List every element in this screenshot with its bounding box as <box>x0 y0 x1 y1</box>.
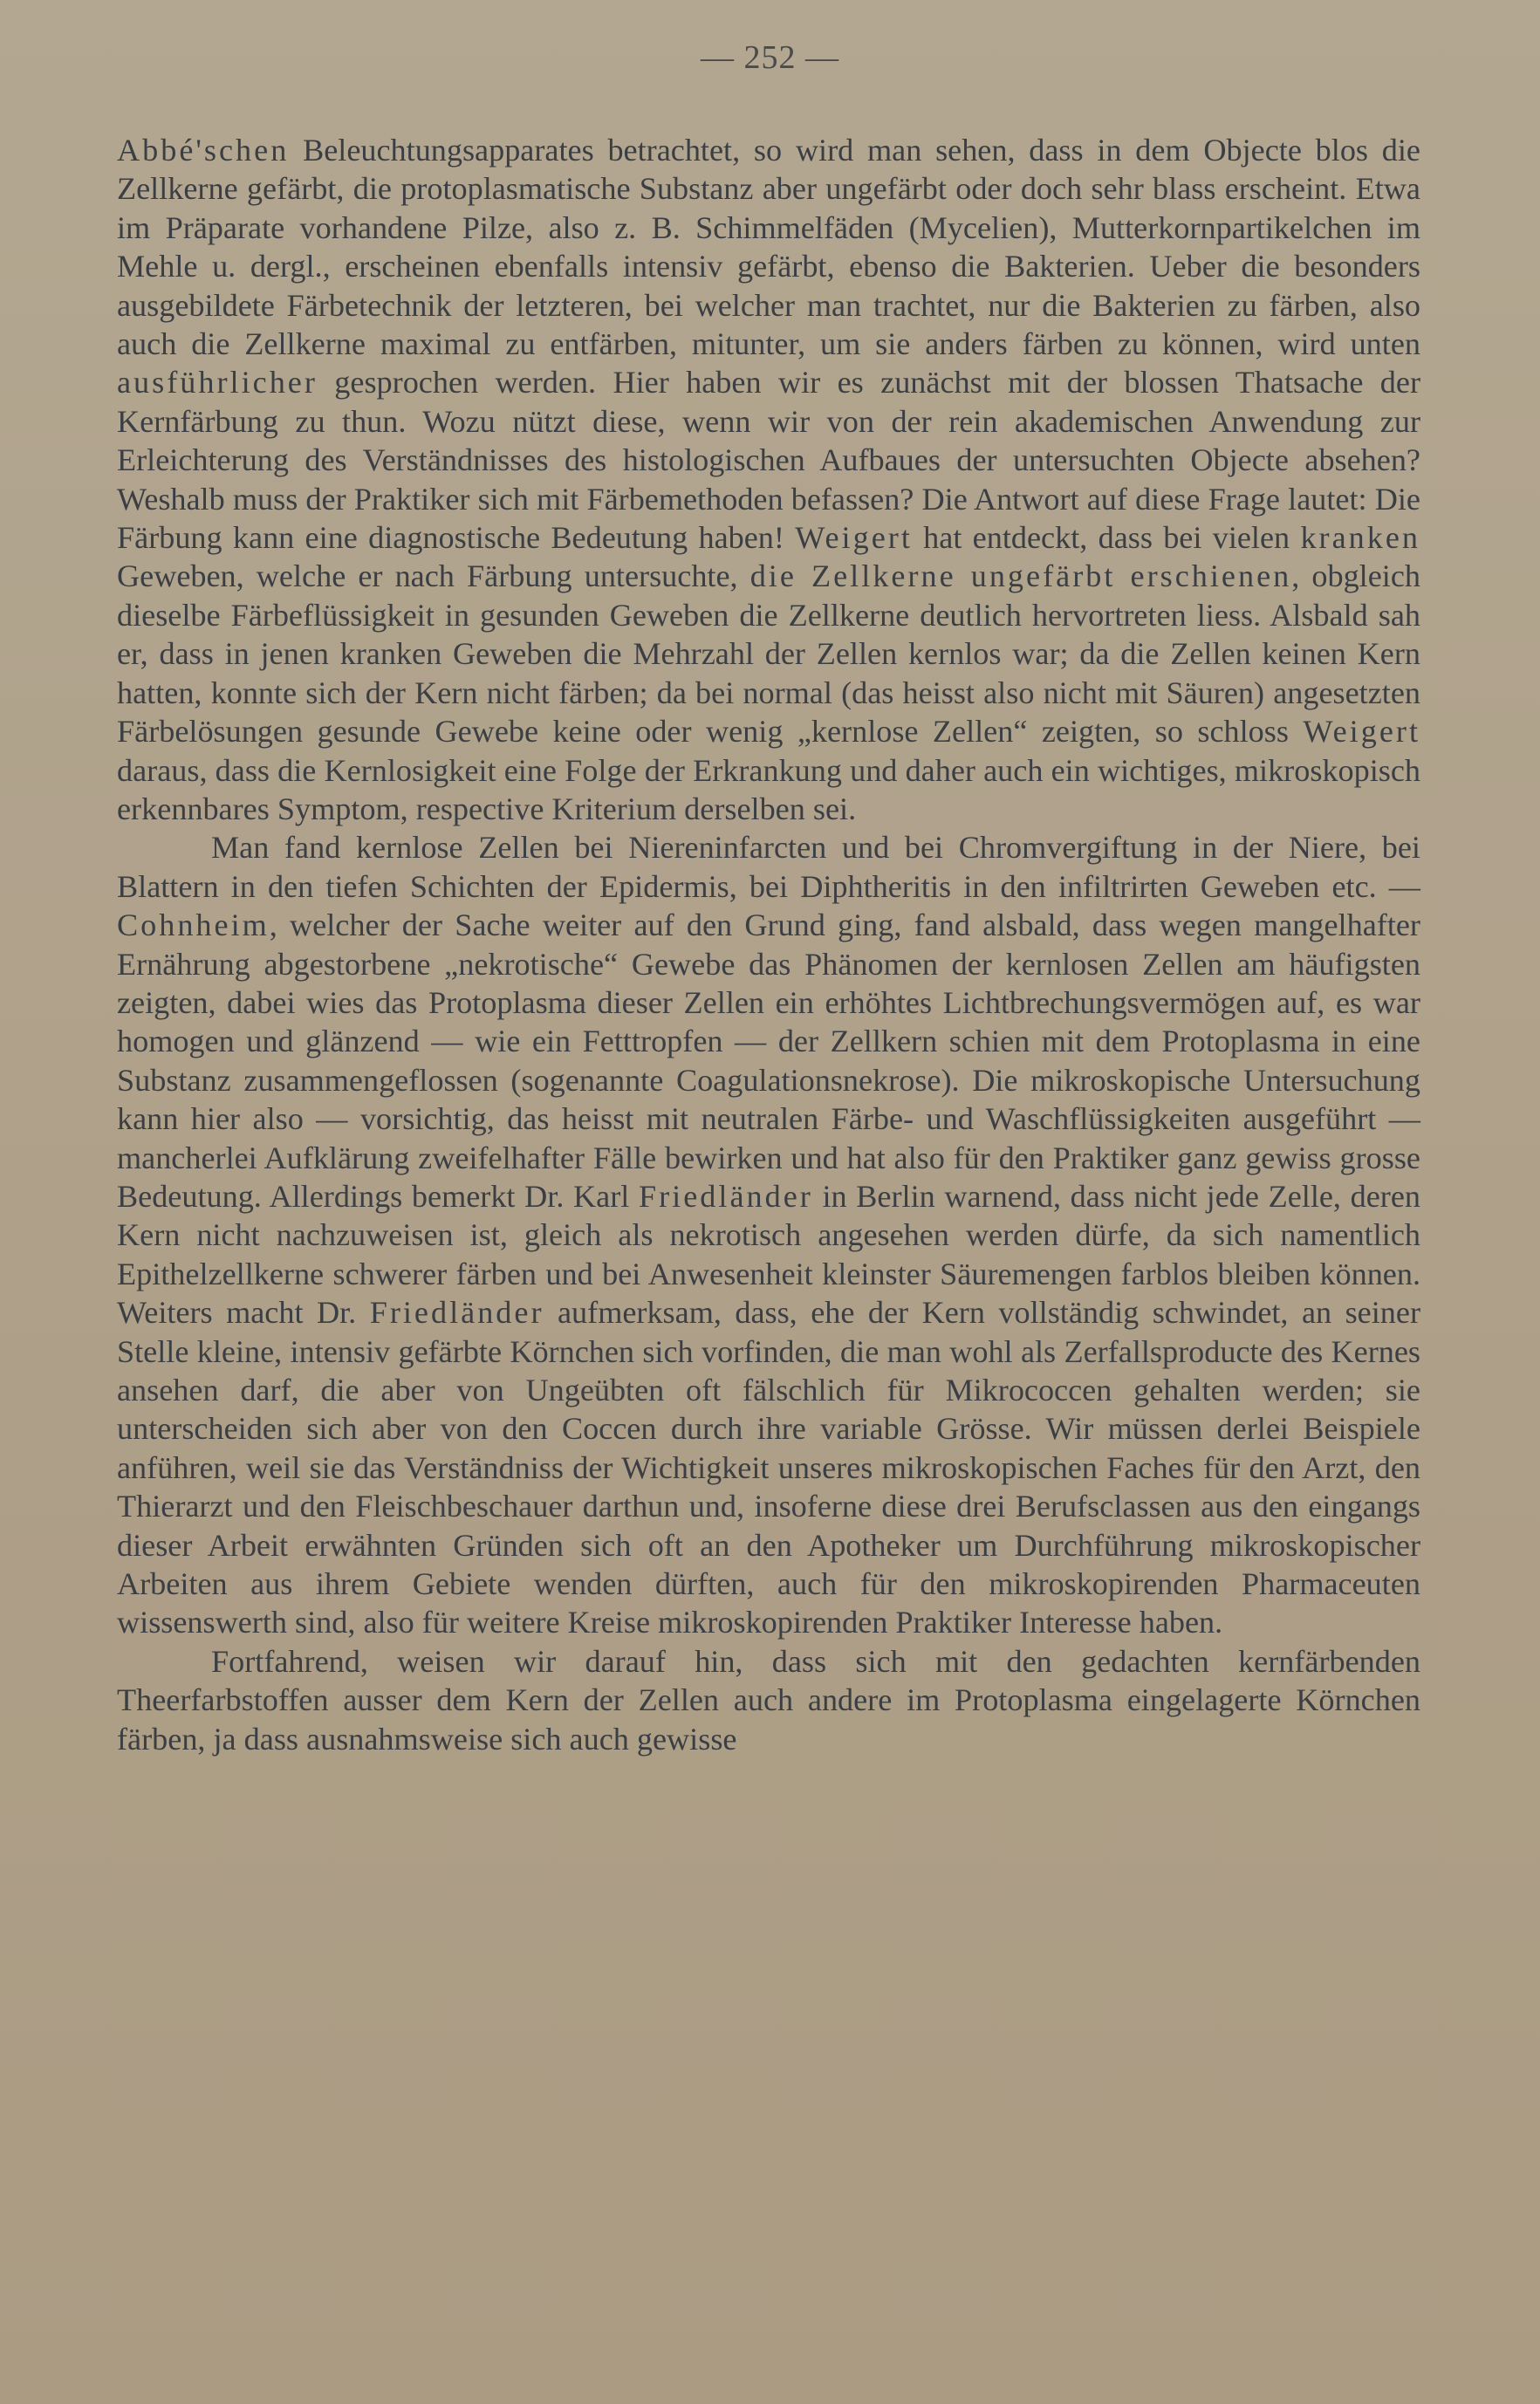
text-run: hat entdeckt, dass bei vielen <box>912 520 1301 556</box>
text-run: Fortfahrend, weisen wir darauf hin, dass sich mit den gedachten kernfärbenden Theerfarbstoffen ausser dem Kern der Zellen auch andere im Protoplasma eingelagerte Körnchen färben, ja dass ausnahmsweise sich auch gewisse <box>117 1643 1420 1757</box>
emphasis-text: kranken <box>1300 520 1420 556</box>
emphasis-text: Weigert <box>795 520 913 556</box>
text-run: Man fand kernlose Zellen bei Niereninfarcten und bei Chromvergiftung in der Niere, bei Blattern in den tiefen Schichten der Epidermis, bei Diphtheritis in den infiltrirten Geweben etc. — <box>117 830 1420 904</box>
paragraph-2 <box>117 828 1420 1642</box>
text-run: gesprochen werden. Hier haben wir es zunächst mit der blossen Thatsache der Kernfärbung zu thun. Wozu nützt diese, wenn wir von der rein akademischen Anwendung zur Erleichterung des Verständnisses des histologischen Aufbaues der untersuchten Objecte absehen? Weshalb muss der Praktiker sich mit Färbemethoden befassen? Die Antwort auf diese Frage lautet: Die Färbung kann eine diagnostische Bedeutung haben! <box>117 365 1420 556</box>
emphasis-text: Weigert <box>1303 714 1420 750</box>
text-run: Geweben, welche er nach Färbung untersuchte, <box>117 558 750 594</box>
body-text <box>117 131 1420 1758</box>
text-run: Beleuchtungsapparates betrachtet, so wird man sehen, dass in dem Objecte blos die Zellkerne gefärbt, die protoplasmatische Substanz aber ungefärbt oder doch sehr blass erscheint. Etwa im Präparate vorhandene Pilze, also z. B. Schimmelfäden (Mycelien), Mutterkornpartikelchen im Mehle u. dergl., erscheinen ebenfalls intensiv gefärbt, ebenso die Bakterien. Ueber die besonders ausgebildete Färbetechnik der letzteren, bei welcher man trachtet, nur die Bakterien zu färben, also auch die Zellkerne maximal zu entfärben, mitunter, um sie anders färben zu können, wird unten <box>117 133 1420 362</box>
text-run: , welcher der Sache weiter auf den Grund ging, fand alsbald, dass wegen mangelhafter Ernährung abgestorbene „nekrotische“ Gewebe das Phänomen der kernlosen Zellen am häufigsten zeigten, dabei wies das Protoplasma dieser Zellen ein erhöhtes Lichtbrechungsvermögen auf, es war homogen und glänzend — wie ein Fetttropfen — der Zellkern schien mit dem Protoplasma in eine Substanz zusammengeflossen (sogenannte Coagulationsnekrose). Die mikroskopische Untersuchung kann hier also — vorsichtig, das heisst mit neutralen Färbe- und Waschflüssigkeiten ausgeführt — mancherlei Aufklärung zweifelhafter Fälle bewirken und hat also für den Praktiker ganz gewiss grosse Bedeutung. Allerdings bemerkt Dr. Karl <box>117 907 1420 1214</box>
text-run: in Berlin warnend, dass nicht jede Zelle, deren Kern nicht nachzuweisen ist, gleich als nekrotisch angesehen werden dürfe, da sich namentlich Epithelzellkerne schwerer färben und bei Anwesenheit kleinster Säuremengen farblos bleiben können. Weiters macht Dr. <box>117 1178 1421 1331</box>
page-number: — 252 — <box>701 39 839 76</box>
text-run: , obgleich dieselbe Färbeflüssigkeit in gesunden Geweben die Zellkerne deutlich hervortreten liess. Alsbald sah er, dass in jenen kranken Geweben die Mehrzahl der Zellen kernlos war; da die Zellen keinen Kern hatten, konnte sich der Kern nicht färben; da bei normal (das heisst also nicht mit Säuren) angesetzten Färbelösungen gesunde Gewebe keine oder wenig „kernlose Zellen“ zeigten, so schloss <box>117 558 1420 750</box>
emphasis-text: Friedländer <box>639 1178 813 1214</box>
text-run: aufmerksam, dass, ehe der Kern vollständig schwindet, an seiner Stelle kleine, intensiv gefärbte Körnchen sich vorfinden, die man wohl als Zerfallsproducte des Kernes ansehen darf, die aber von Ungeübten oft fälschlich für Mikrococcen gehalten werden; sie unterscheiden sich aber von den Coccen durch ihre variable Grösse. Wir müssen derlei Beispiele anführen, weil sie das Verständniss der Wichtigkeit unseres mikroskopischen Faches für den Arzt, den Thierarzt und den Fleischbeschauer darthun und, insoferne diese drei Berufsclassen aus den eingangs dieser Arbeit erwähnten Gründen sich oft an den Apotheker um Durchführung mikroskopischer Arbeiten aus ihrem Gebiete wenden dürften, auch für den mikroskopirenden Pharmaceuten wissenswerth sind, also für weitere Kreise mikroskopirenden Praktiker Interesse haben. <box>117 1295 1420 1640</box>
emphasis-text: ausführlicher <box>117 365 318 401</box>
emphasis-text: Friedländer <box>369 1295 544 1331</box>
emphasis-text: Cohnheim <box>117 907 270 943</box>
paragraph-3 <box>117 1642 1420 1758</box>
paragraph-1 <box>117 131 1420 828</box>
emphasis-text: Abbé'schen <box>117 133 290 168</box>
text-run: daraus, dass die Kernlosigkeit eine Folge der Erkrankung und daher auch ein wichtiges, mikroskopisch erkennbares Symptom, respective Kriterium derselben sei. <box>117 752 1420 826</box>
emphasis-text: die Zellkerne ungefärbt erschienen <box>749 558 1292 594</box>
